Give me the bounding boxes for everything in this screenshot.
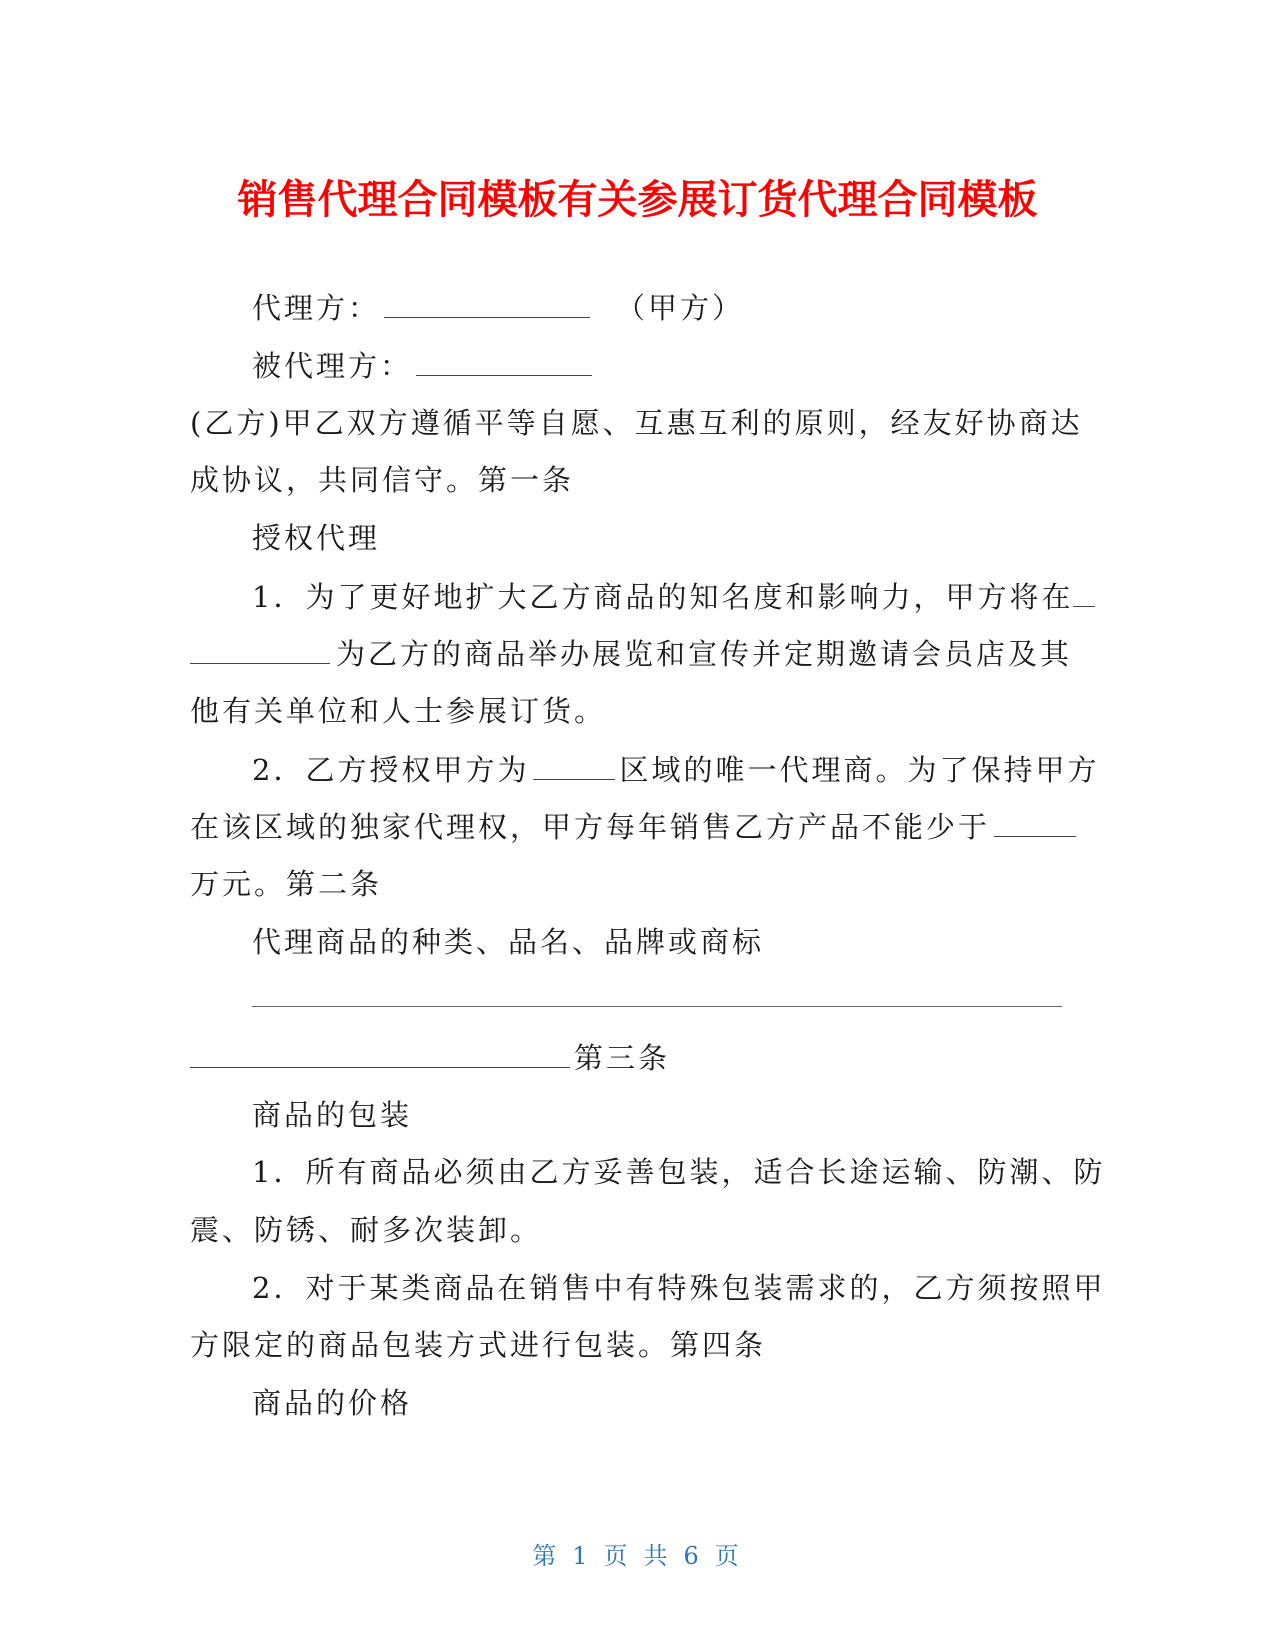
article-3-heading: 商品的包装 — [252, 1098, 413, 1132]
article-4-heading: 商品的价格 — [252, 1386, 413, 1420]
party-a-label: 代理方： — [252, 291, 381, 325]
art1-p2-line-1 — [252, 749, 1099, 789]
party-a-blank — [384, 287, 590, 318]
party-b-line — [252, 345, 596, 385]
art1-p1-line-1-text: 1．为了更好地扩大乙方商品的知名度和影响力，甲方将在 — [252, 580, 1074, 614]
art1-p1-blank-a — [1073, 576, 1095, 607]
party-b-label: 被代理方： — [252, 349, 413, 383]
party-a-line — [252, 287, 744, 327]
party-a-suffix: （甲方） — [616, 291, 745, 325]
art1-p2-amount-blank — [994, 806, 1076, 837]
art1-p2-line-2 — [190, 806, 1080, 846]
art2-continue-blank — [190, 1037, 570, 1068]
footer-total-pages: 6 — [683, 1542, 703, 1570]
art3-p2-line-2: 方限定的商品包装方式进行包装。第四条 — [190, 1328, 767, 1362]
art1-p2-line-2-text: 在该区域的独家代理权，甲方每年销售乙方产品不能少于 — [190, 810, 991, 844]
party-b-blank — [416, 345, 592, 376]
art1-p1-blank-b — [190, 633, 330, 664]
footer-page-unit: 页 — [603, 1542, 632, 1570]
art3-p2-line-1: 2．对于某类商品在销售中有特殊包装需求的，乙方须按照甲 — [252, 1271, 1106, 1305]
footer-current-page: 1 — [572, 1542, 592, 1570]
footer-total-word: 共 — [643, 1542, 672, 1570]
art1-p1-line-2 — [190, 633, 1072, 673]
art3-label-line — [190, 1037, 670, 1077]
article-2-heading: 代理商品的种类、品名、品牌或商标 — [252, 925, 765, 959]
art1-p1-line-2-text: 为乙方的商品举办展览和宣传并定期邀请会员店及其 — [336, 637, 1073, 671]
footer-total-unit: 页 — [714, 1542, 743, 1570]
art1-p1-line-1 — [252, 576, 1095, 616]
article-1-heading: 授权代理 — [252, 521, 381, 555]
article-3-label: 第三条 — [574, 1041, 671, 1075]
footer-page-word: 第 — [532, 1542, 561, 1570]
art3-p1-line-1: 1．所有商品必须由乙方妥善包装，适合长途运输、防潮、防 — [252, 1155, 1106, 1189]
art1-p1-line-3: 他有关单位和人士参展订货。 — [190, 694, 607, 728]
art2-long-blank — [252, 1006, 1062, 1007]
art1-p2-line-1a: 2．乙方授权甲方为 — [252, 753, 530, 787]
art1-p2-region-blank — [533, 749, 615, 780]
page-footer — [0, 1536, 1275, 1571]
intro-line-1: (乙方)甲乙双方遵循平等自愿、互惠互利的原则，经友好协商达 — [190, 406, 1083, 440]
document-title: 销售代理合同模板有关参展订货代理合同模板 — [237, 177, 1038, 223]
art3-p1-line-2: 震、防锈、耐多次装卸。 — [190, 1213, 543, 1247]
art1-p2-line-3: 万元。第二条 — [190, 867, 383, 901]
intro-line-2: 成协议，共同信守。第一条 — [190, 463, 575, 497]
art1-p2-line-1b: 区域的唯一代理商。为了保持甲方 — [619, 753, 1100, 787]
